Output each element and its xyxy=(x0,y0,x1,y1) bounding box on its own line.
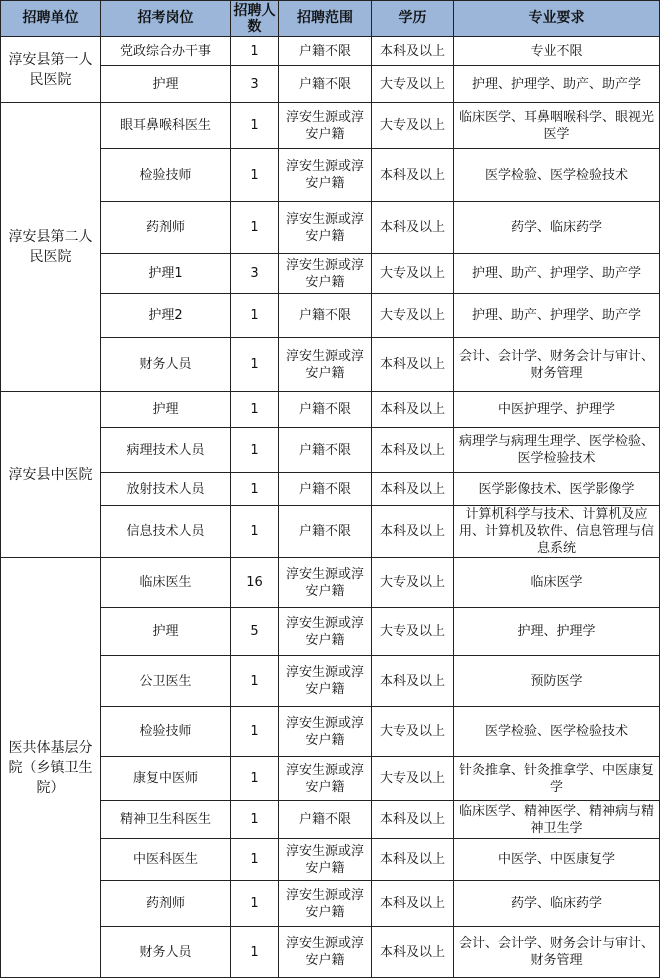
scope-cell: 户籍不限 xyxy=(279,428,372,473)
major-cell: 会计、会计学、财务会计与审计、财务管理 xyxy=(454,338,660,392)
count-cell: 1 xyxy=(231,428,279,473)
education-cell: 本科及以上 xyxy=(372,37,454,66)
post-cell: 信息技术人员 xyxy=(101,506,231,558)
education-cell: 大专及以上 xyxy=(372,294,454,338)
scope-cell: 淳安生源或淳安户籍 xyxy=(279,254,372,294)
major-cell: 中医护理学、护理学 xyxy=(454,392,660,428)
count-cell: 1 xyxy=(231,707,279,757)
post-cell: 检验技师 xyxy=(101,149,231,202)
education-cell: 大专及以上 xyxy=(372,103,454,149)
count-cell: 3 xyxy=(231,254,279,294)
count-cell: 1 xyxy=(231,149,279,202)
education-cell: 大专及以上 xyxy=(372,757,454,801)
post-cell: 眼耳鼻喉科医生 xyxy=(101,103,231,149)
major-cell: 医学检验、医学检验技术 xyxy=(454,707,660,757)
major-cell: 计算机科学与技术、计算机及应用、计算机及软件、信息管理与信息系统 xyxy=(454,506,660,558)
scope-cell: 户籍不限 xyxy=(279,37,372,66)
major-cell: 药学、临床药学 xyxy=(454,202,660,254)
post-cell: 财务人员 xyxy=(101,927,231,978)
count-cell: 1 xyxy=(231,338,279,392)
education-cell: 本科及以上 xyxy=(372,927,454,978)
table-row xyxy=(1,37,660,66)
count-cell: 1 xyxy=(231,757,279,801)
count-cell: 1 xyxy=(231,37,279,66)
major-cell: 药学、临床药学 xyxy=(454,881,660,927)
post-cell: 病理技术人员 xyxy=(101,428,231,473)
scope-cell: 淳安生源或淳安户籍 xyxy=(279,338,372,392)
post-cell: 公卫医生 xyxy=(101,656,231,707)
education-cell: 本科及以上 xyxy=(372,839,454,881)
count-cell: 1 xyxy=(231,294,279,338)
scope-cell: 淳安生源或淳安户籍 xyxy=(279,881,372,927)
major-cell: 针灸推拿、针灸推拿学、中医康复学 xyxy=(454,757,660,801)
post-cell: 财务人员 xyxy=(101,338,231,392)
education-cell: 大专及以上 xyxy=(372,608,454,656)
scope-cell: 淳安生源或淳安户籍 xyxy=(279,608,372,656)
major-cell: 病理学与病理生理学、医学检验、医学检验技术 xyxy=(454,428,660,473)
header-edu: 学历 xyxy=(372,1,454,37)
scope-cell: 淳安生源或淳安户籍 xyxy=(279,839,372,881)
education-cell: 本科及以上 xyxy=(372,506,454,558)
scope-cell: 户籍不限 xyxy=(279,506,372,558)
count-cell: 1 xyxy=(231,801,279,839)
post-cell: 护理2 xyxy=(101,294,231,338)
post-cell: 放射技术人员 xyxy=(101,473,231,506)
major-cell: 临床医学、精神医学、精神病与精神卫生学 xyxy=(454,801,660,839)
count-cell: 1 xyxy=(231,103,279,149)
education-cell: 本科及以上 xyxy=(372,801,454,839)
count-cell: 5 xyxy=(231,608,279,656)
education-cell: 本科及以上 xyxy=(372,392,454,428)
header-scope: 招聘范围 xyxy=(279,1,372,37)
unit-cell: 淳安县第二人民医院 xyxy=(1,103,101,392)
major-cell: 护理、助产、护理学、助产学 xyxy=(454,254,660,294)
count-cell: 1 xyxy=(231,656,279,707)
scope-cell: 淳安生源或淳安户籍 xyxy=(279,707,372,757)
post-cell: 党政综合办干事 xyxy=(101,37,231,66)
post-cell: 检验技师 xyxy=(101,707,231,757)
post-cell: 药剂师 xyxy=(101,202,231,254)
post-cell: 护理 xyxy=(101,608,231,656)
count-cell: 1 xyxy=(231,392,279,428)
scope-cell: 户籍不限 xyxy=(279,392,372,428)
major-cell: 临床医学、耳鼻咽喉科学、眼视光医学 xyxy=(454,103,660,149)
scope-cell: 户籍不限 xyxy=(279,294,372,338)
education-cell: 大专及以上 xyxy=(372,66,454,103)
education-cell: 本科及以上 xyxy=(372,473,454,506)
education-cell: 本科及以上 xyxy=(372,656,454,707)
scope-cell: 户籍不限 xyxy=(279,473,372,506)
scope-cell: 户籍不限 xyxy=(279,66,372,103)
education-cell: 大专及以上 xyxy=(372,254,454,294)
table-body xyxy=(1,37,660,978)
unit-cell: 淳安县第一人民医院 xyxy=(1,37,101,103)
scope-cell: 淳安生源或淳安户籍 xyxy=(279,103,372,149)
major-cell: 专业不限 xyxy=(454,37,660,66)
post-cell: 护理 xyxy=(101,392,231,428)
major-cell: 预防医学 xyxy=(454,656,660,707)
education-cell: 大专及以上 xyxy=(372,558,454,608)
major-cell: 护理、护理学 xyxy=(454,608,660,656)
major-cell: 医学影像技术、医学影像学 xyxy=(454,473,660,506)
major-cell: 中医学、中医康复学 xyxy=(454,839,660,881)
major-cell: 临床医学 xyxy=(454,558,660,608)
education-cell: 本科及以上 xyxy=(372,428,454,473)
scope-cell: 淳安生源或淳安户籍 xyxy=(279,149,372,202)
table-row xyxy=(1,392,660,428)
count-cell: 1 xyxy=(231,506,279,558)
scope-cell: 淳安生源或淳安户籍 xyxy=(279,202,372,254)
post-cell: 精神卫生科医生 xyxy=(101,801,231,839)
post-cell: 护理 xyxy=(101,66,231,103)
education-cell: 本科及以上 xyxy=(372,338,454,392)
education-cell: 本科及以上 xyxy=(372,202,454,254)
count-cell: 1 xyxy=(231,839,279,881)
major-cell: 医学检验、医学检验技术 xyxy=(454,149,660,202)
header-post: 招考岗位 xyxy=(101,1,231,37)
count-cell: 3 xyxy=(231,66,279,103)
count-cell: 1 xyxy=(231,927,279,978)
header-major: 专业要求 xyxy=(454,1,660,37)
scope-cell: 淳安生源或淳安户籍 xyxy=(279,656,372,707)
education-cell: 本科及以上 xyxy=(372,149,454,202)
post-cell: 临床医生 xyxy=(101,558,231,608)
post-cell: 中医科医生 xyxy=(101,839,231,881)
count-cell: 1 xyxy=(231,202,279,254)
scope-cell: 淳安生源或淳安户籍 xyxy=(279,927,372,978)
major-cell: 会计、会计学、财务会计与审计、财务管理 xyxy=(454,927,660,978)
table-row xyxy=(1,558,660,608)
count-cell: 1 xyxy=(231,881,279,927)
unit-cell: 医共体基层分院（乡镇卫生院） xyxy=(1,558,101,978)
education-cell: 大专及以上 xyxy=(372,707,454,757)
scope-cell: 户籍不限 xyxy=(279,801,372,839)
header-row xyxy=(1,1,660,37)
post-cell: 护理1 xyxy=(101,254,231,294)
post-cell: 康复中医师 xyxy=(101,757,231,801)
post-cell: 药剂师 xyxy=(101,881,231,927)
scope-cell: 淳安生源或淳安户籍 xyxy=(279,558,372,608)
header-count: 招聘人数 xyxy=(231,1,279,37)
count-cell: 1 xyxy=(231,473,279,506)
unit-cell: 淳安县中医院 xyxy=(1,392,101,558)
table-row xyxy=(1,103,660,149)
major-cell: 护理、助产、护理学、助产学 xyxy=(454,294,660,338)
header-unit: 招聘单位 xyxy=(1,1,101,37)
education-cell: 本科及以上 xyxy=(372,881,454,927)
scope-cell: 淳安生源或淳安户籍 xyxy=(279,757,372,801)
major-cell: 护理、护理学、助产、助产学 xyxy=(454,66,660,103)
count-cell: 16 xyxy=(231,558,279,608)
